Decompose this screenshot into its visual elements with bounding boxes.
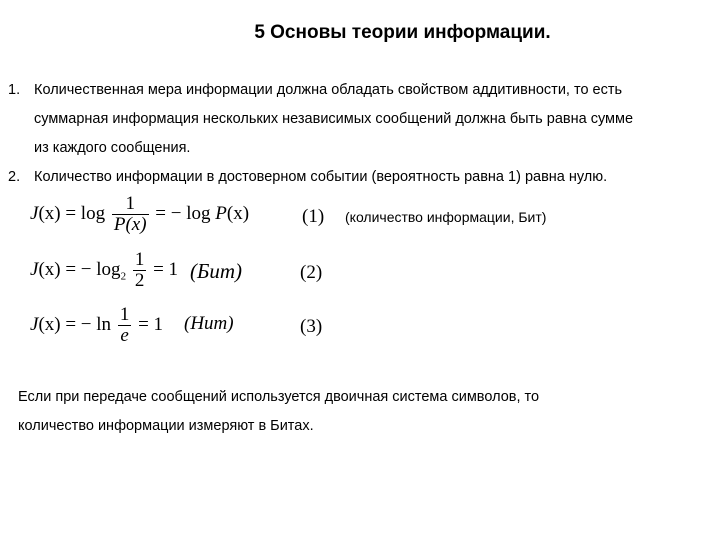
eq3-rhs: = 1 <box>138 313 164 335</box>
equation-3 <box>30 305 163 346</box>
footer-line1: Если при передаче сообщений используется двоичная система символов, то <box>18 389 540 405</box>
item1-line1: Количественная мера информации должна обладать свойством аддитивности, то есть <box>34 82 623 98</box>
eq3-lhs: J <box>30 313 39 335</box>
eq2-arg: (x) = − log <box>38 258 121 280</box>
eq1-rhs-P: P <box>215 202 227 224</box>
item2-number: 2. <box>8 169 21 185</box>
eq1-numerator: 1 <box>112 194 149 215</box>
item2-line1: Количество информации в достоверном событии (вероятность равна 1) равна нулю. <box>34 169 608 185</box>
eq2-lhs: J <box>30 258 39 280</box>
eq2-log-base: 2 <box>120 270 127 283</box>
eq1-fraction <box>112 194 149 235</box>
page-title: 5 Основы теории информации. <box>254 22 551 43</box>
eq1-arg: (x) = log <box>38 202 106 224</box>
eq2-unit: (Бит) <box>190 259 243 283</box>
item1-line3: из каждого сообщения. <box>34 140 191 156</box>
eq2-fraction <box>133 250 147 291</box>
eq3-denominator: e <box>120 325 129 346</box>
item1-number: 1. <box>8 82 21 98</box>
eq2-number: (2) <box>300 262 323 283</box>
eq2-denominator: 2 <box>134 270 145 291</box>
equation-1 <box>30 194 249 235</box>
eq3-arg: (x) = − ln <box>38 313 112 335</box>
eq1-rhs-mid: = − log <box>155 202 216 224</box>
eq3-numerator: 1 <box>119 304 130 325</box>
eq1-denominator: P(x) <box>113 214 147 235</box>
eq1-note: (количество информации, Бит) <box>345 209 547 225</box>
eq3-unit: (Нит) <box>184 313 234 334</box>
eq3-fraction <box>118 305 132 346</box>
footer-line2: количество информации измеряют в Битах. <box>18 418 314 434</box>
equation-2 <box>30 250 178 291</box>
eq1-rhs-tail: (x) <box>226 202 250 224</box>
eq3-number: (3) <box>300 316 323 337</box>
eq2-numerator: 1 <box>134 249 145 270</box>
item1-line2: суммарная информация нескольких независимых сообщений должна быть равна сумме <box>34 111 634 127</box>
eq2-rhs: = 1 <box>153 258 179 280</box>
eq1-lhs: J <box>30 202 39 224</box>
eq1-number: (1) <box>302 206 325 227</box>
